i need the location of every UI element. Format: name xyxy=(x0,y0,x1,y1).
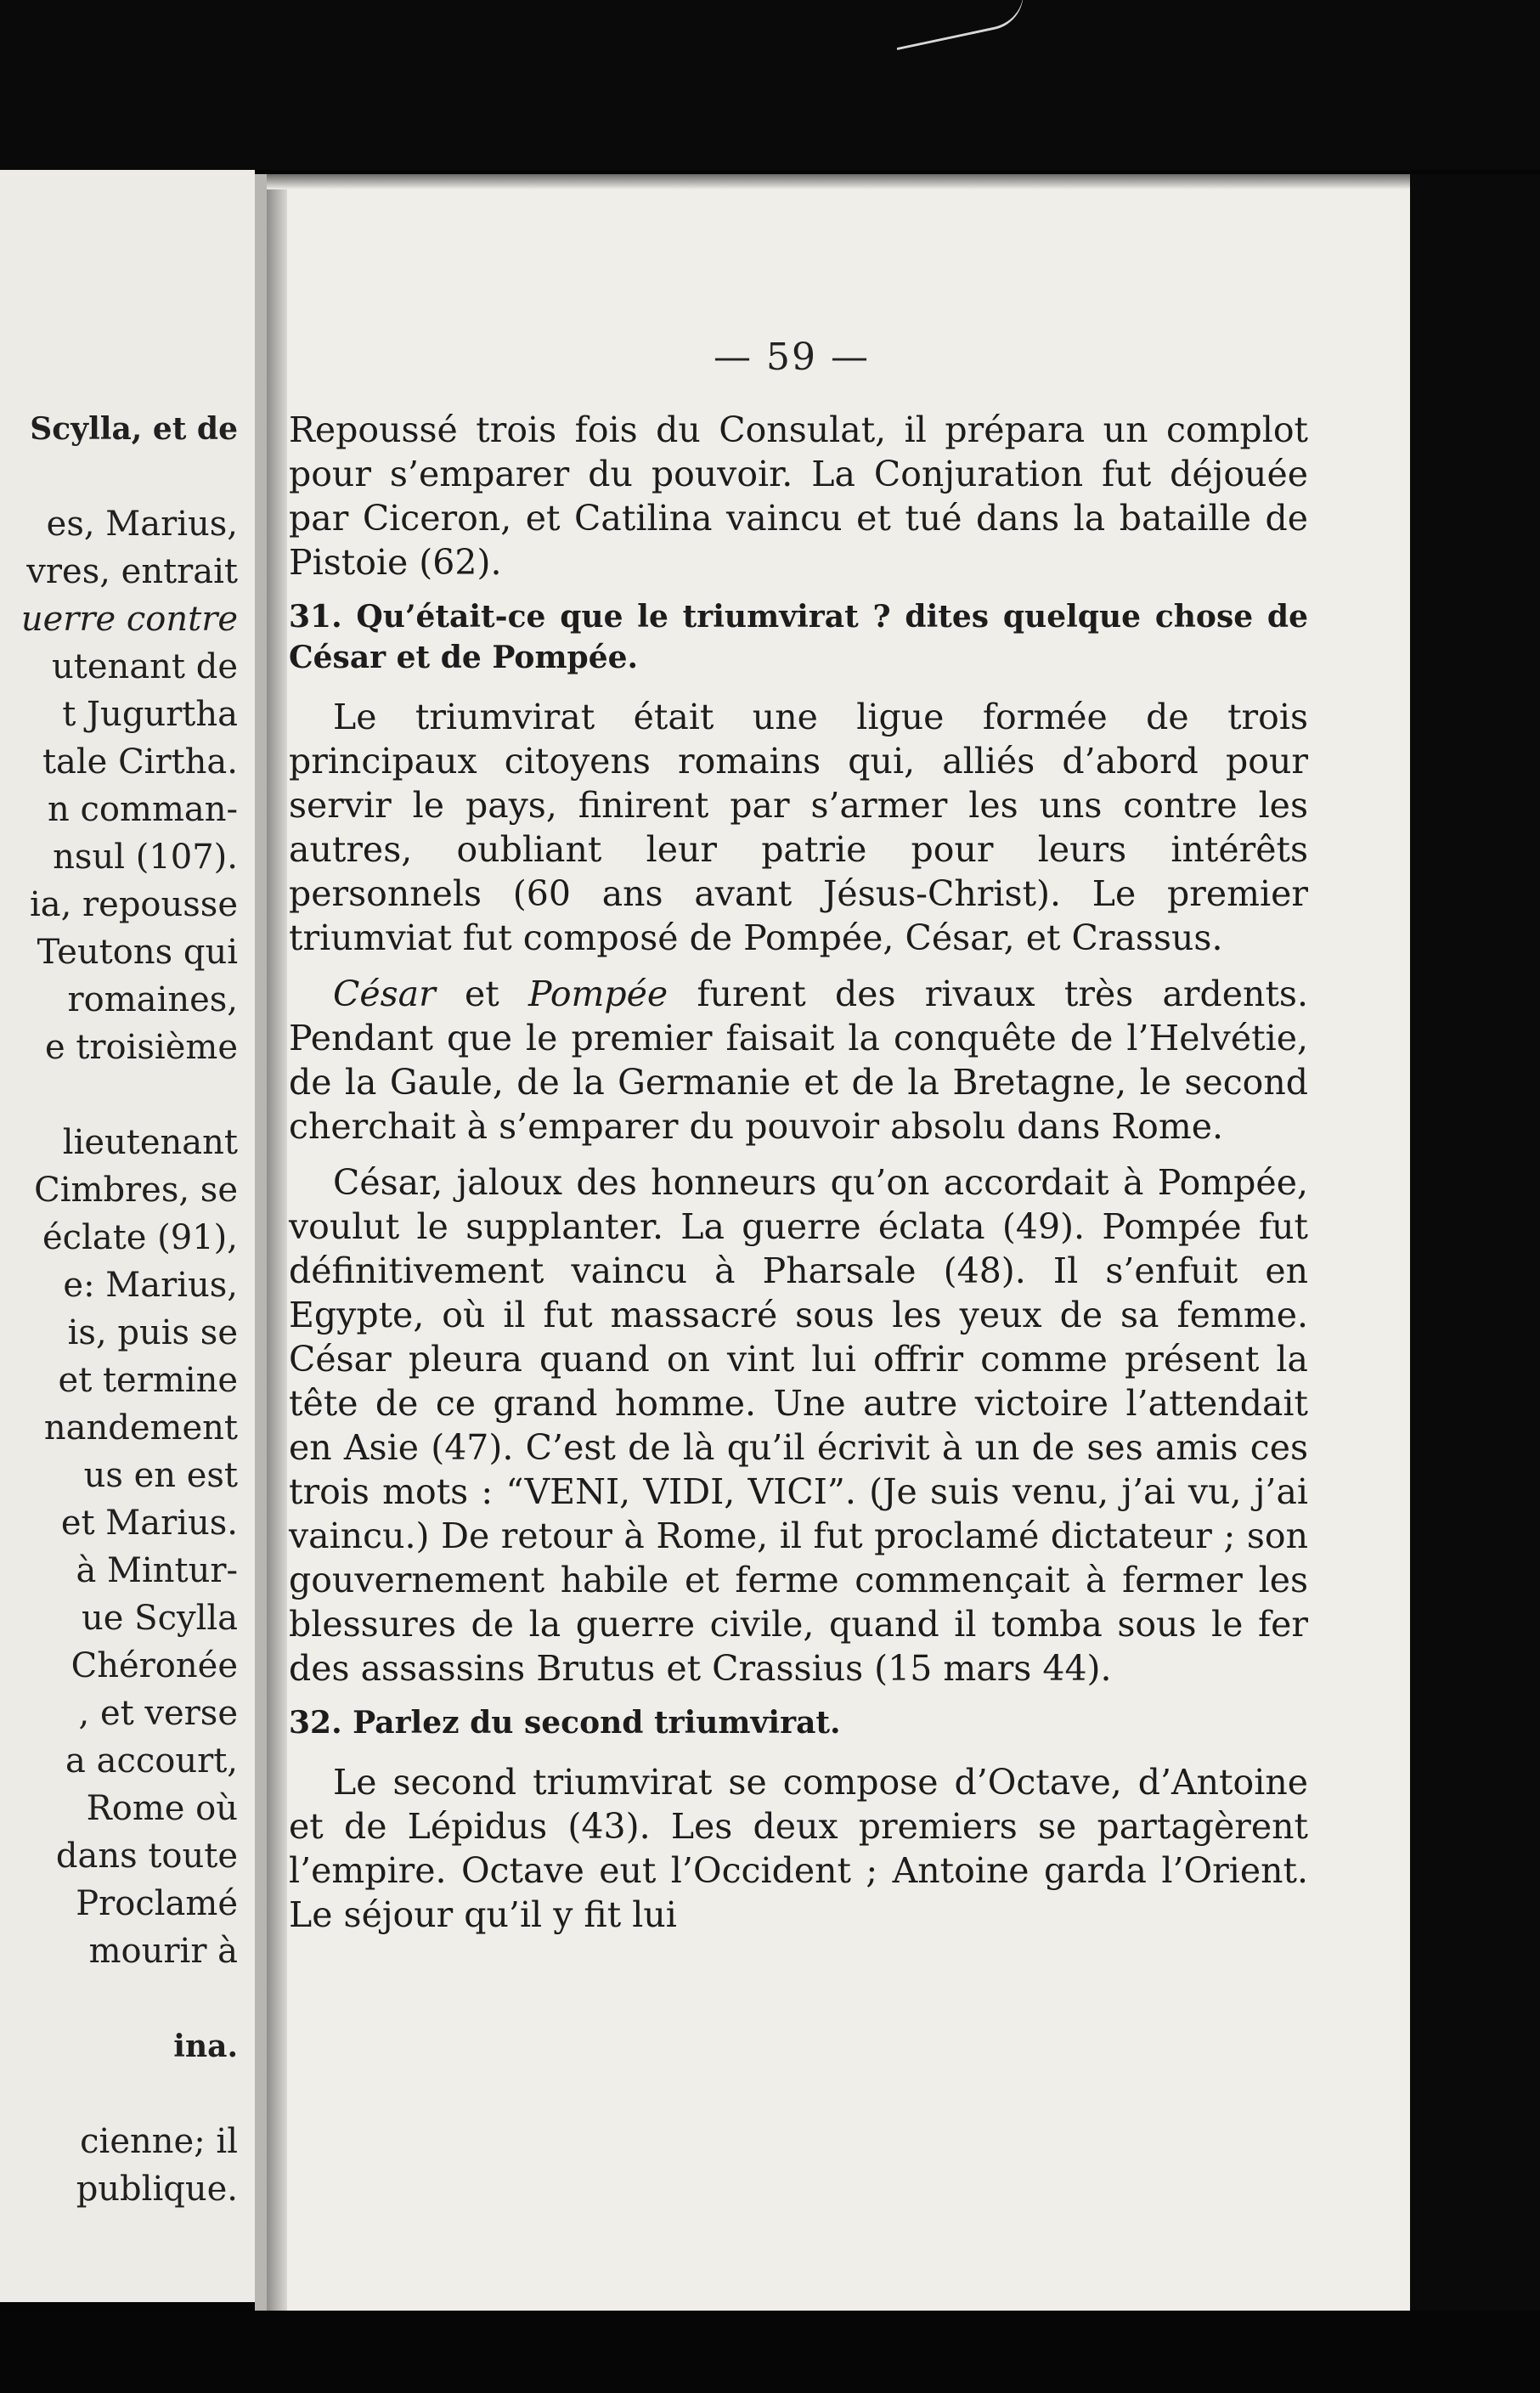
question-heading xyxy=(289,596,1308,678)
page-top-shadow xyxy=(267,174,1540,189)
text-run: furent des rivaux très ardents. Pendant que le premier faisait la conquête de l’Helvétie, de la Gaule, de la Germanie et de la Bretagne, le second cherchait à s’emparer du pouvoir absolu dans Rome. xyxy=(289,974,1308,1147)
left-page-line: us en est xyxy=(83,1456,238,1495)
left-page-line: dans toute xyxy=(55,1837,238,1876)
left-page-line: lieutenant xyxy=(62,1123,238,1162)
left-page-line: et Marius. xyxy=(60,1504,238,1543)
left-page-line: n comman- xyxy=(48,790,238,829)
left-page-line: a accourt, xyxy=(65,1741,238,1781)
body-paragraph xyxy=(289,695,1308,960)
left-page-line: romaines, xyxy=(67,980,238,1019)
left-page-line: ia, repousse xyxy=(29,885,238,924)
page-number: — 59 — xyxy=(714,336,870,379)
left-page-line: uerre contre xyxy=(20,600,238,639)
left-page-line: ue Scylla xyxy=(82,1599,238,1638)
body-paragraph xyxy=(289,972,1308,1149)
left-page-line: e: Marius, xyxy=(63,1266,238,1305)
left-page-line: tale Cirtha. xyxy=(42,742,238,782)
left-page-line: et termine xyxy=(58,1361,238,1400)
text-run: Le triumvirat était une ligue formée de trois principaux citoyens romains qui, alliés d’abord pour servir le pays, finirent par s’armer les uns contre les autres, oubliant leur patrie pour leurs intérêts personnels (60 ans avant Jésus-Christ). Le premier triumviat fut composé de Pompée, César, et Crassus. xyxy=(289,697,1308,958)
left-page-line: es, Marius, xyxy=(46,505,238,544)
italic-name: César xyxy=(333,974,436,1014)
left-page-line: Chéronée xyxy=(71,1646,238,1685)
text-run: César, jaloux des honneurs qu’on accordait à Pompée, voulut le supplanter. La guerre éclata (49). Pompée fut définitivement vaincu à Pharsale (48). Il s’enfuit en Egypte, où il fut massacré sous les yeux de sa femme. César pleura quand on vint lui offrir comme présent la tête de ce grand homme. Une autre victoire l’attendait en Asie (47). C’est de là qu’il écrivit à un de ses amis ces trois mots : “VENI, VIDI, VICI”. (Je suis venu, j’ai vu, j’ai vaincu.) De retour à Rome, il fut proclamé dictateur ; son gouvernement habile et ferme commençait à fermer les blessures de la guerre civile, quand il tomba sous le fer des assassins Brutus et Crassius (15 mars 44). xyxy=(289,1162,1308,1689)
left-page-line: Rome où xyxy=(86,1789,238,1828)
text-run: Repoussé trois fois du Consulat, il prépara un complot pour s’emparer du pouvoir. La Conjuration fut déjouée par Ciceron, et Catilina vaincu et tué dans la bataille de Pistoie (62). xyxy=(289,409,1308,583)
left-page-line: Proclamé xyxy=(76,1884,238,1923)
body-paragraph xyxy=(289,1760,1308,1937)
text-run: et xyxy=(435,974,528,1014)
left-page-line: à Mintur- xyxy=(76,1551,238,1590)
scan-background-bottom xyxy=(0,2311,1540,2393)
italic-name: Pompée xyxy=(527,974,668,1014)
left-page-line: mourir à xyxy=(88,1932,238,1971)
left-page-line: cienne; il xyxy=(80,2122,238,2161)
left-page-line: nandement xyxy=(43,1408,238,1448)
left-page-line: , et verse xyxy=(78,1694,238,1733)
left-page-line: Scylla, et de xyxy=(30,411,238,447)
left-page-line: publique. xyxy=(76,2170,238,2209)
text-run: Le second triumvirat se compose d’Octave, d’Antoine et de Lépidus (43). Les deux premiers se partagèrent l’empire. Octave eut l’Occident ; Antoine garda l’Orient. Le séjour qu’il y fit lui xyxy=(289,1762,1308,1935)
left-page-line: utenant de xyxy=(52,647,238,686)
left-page-line: Teutons qui xyxy=(37,933,238,972)
text-run: 31. Qu’était-ce que le triumvirat ? dites quelque chose de César et de Pompée. xyxy=(289,599,1308,675)
text-run: 32. Parlez du second triumvirat. xyxy=(289,1705,841,1741)
left-page-line: vres, entrait xyxy=(26,552,238,591)
question-heading xyxy=(289,1702,1308,1743)
left-page-line: ina. xyxy=(173,2029,238,2064)
left-page-line: Cimbres, se xyxy=(34,1171,238,1210)
left-page-line: t Jugurtha xyxy=(62,695,238,734)
left-page-line: éclate (91), xyxy=(42,1218,238,1257)
body-paragraph xyxy=(289,408,1308,584)
left-page-line: is, puis se xyxy=(67,1313,238,1352)
page-binding-edge xyxy=(267,174,287,2315)
body-paragraph xyxy=(289,1160,1308,1690)
scan-background-top xyxy=(0,0,1540,170)
left-page-line: e troisième xyxy=(44,1028,238,1067)
page-body xyxy=(289,408,1308,1949)
left-page-fragment xyxy=(0,170,255,2302)
scan-background-right xyxy=(1410,174,1540,2315)
left-page-line: nsul (107). xyxy=(53,838,238,877)
